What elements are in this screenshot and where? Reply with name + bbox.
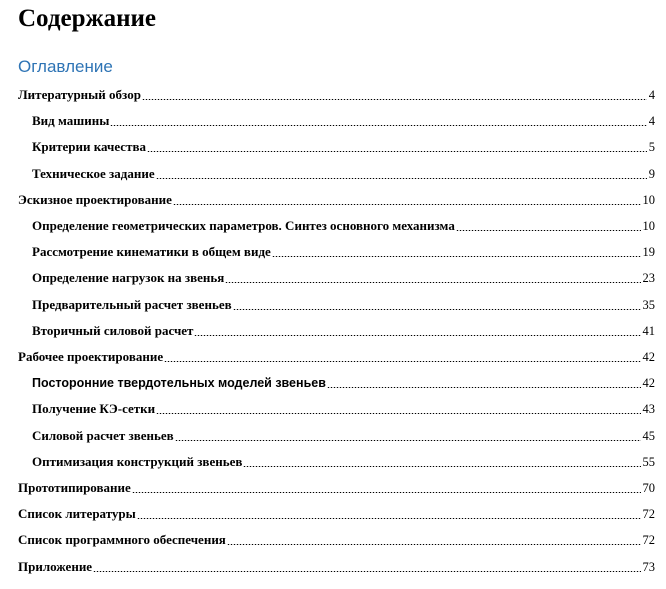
toc-entry-subsection[interactable] xyxy=(0,111,666,129)
toc-page-number[interactable]: 42 xyxy=(642,350,655,364)
toc-entry-title[interactable]: Список программного обеспечения xyxy=(18,532,226,547)
toc-page-number[interactable]: 10 xyxy=(642,193,655,207)
toc-entry-subsection[interactable] xyxy=(0,452,666,470)
toc-entry-title[interactable]: Силовой расчет звеньев xyxy=(32,428,174,443)
toc-page-number[interactable]: 19 xyxy=(642,245,655,259)
toc-entry-title[interactable]: Вторичный силовой расчет xyxy=(32,323,194,338)
dot-leader xyxy=(272,256,641,257)
toc-entry-section[interactable] xyxy=(0,557,666,575)
toc-entry-subsection[interactable] xyxy=(0,268,666,286)
toc-page-number[interactable]: 73 xyxy=(642,560,655,574)
toc-page-number[interactable]: 42 xyxy=(642,376,655,390)
toc-entry-title[interactable]: Список литературы xyxy=(18,506,136,521)
toc-page-number[interactable]: 23 xyxy=(642,271,655,285)
toc-entry-section[interactable] xyxy=(0,530,666,548)
dot-leader xyxy=(93,571,640,572)
toc-entry-subsection[interactable] xyxy=(0,242,666,260)
dot-leader xyxy=(175,440,641,441)
toc-entry-title[interactable]: Рассмотрение кинематики в общем виде xyxy=(32,244,271,259)
toc-page-number[interactable]: 72 xyxy=(642,507,655,521)
toc-entry-title[interactable]: Эскизное проектирование xyxy=(18,192,172,207)
toc-entry-title[interactable]: Оптимизация конструкций звеньев xyxy=(32,454,243,469)
dot-leader xyxy=(147,151,647,152)
dot-leader xyxy=(327,387,641,388)
dot-leader xyxy=(164,361,640,362)
toc-heading: Оглавление xyxy=(18,57,113,76)
toc-entry-title[interactable]: Определение нагрузок на звенья xyxy=(32,270,225,285)
toc-entry-title[interactable]: Литературный обзор xyxy=(18,87,141,102)
toc-entry-subsection[interactable] xyxy=(0,399,666,417)
toc-page-number[interactable]: 35 xyxy=(642,298,655,312)
dot-leader xyxy=(456,230,641,231)
toc-entry-title[interactable]: Предварительный расчет звеньев xyxy=(32,297,232,312)
dot-leader xyxy=(156,413,640,414)
toc-page-number[interactable]: 5 xyxy=(648,140,655,154)
toc-page-number[interactable]: 4 xyxy=(648,88,655,102)
toc-page-number[interactable]: 72 xyxy=(642,533,655,547)
dot-leader xyxy=(227,544,641,545)
toc-entry-title[interactable]: Прототипирование xyxy=(18,480,131,495)
toc-page-number[interactable]: 9 xyxy=(648,167,655,181)
toc-entry-title[interactable]: Посторонние твердотельных моделей звеньев xyxy=(32,376,326,390)
toc-entry-section[interactable] xyxy=(0,347,666,365)
dot-leader xyxy=(156,178,647,179)
dot-leader xyxy=(233,309,641,310)
toc-entry-section[interactable] xyxy=(0,504,666,522)
toc-entry-subsection[interactable] xyxy=(0,137,666,155)
dot-leader xyxy=(142,99,647,100)
toc-page-number[interactable]: 43 xyxy=(642,402,655,416)
dot-leader xyxy=(243,466,640,467)
toc-page-number[interactable]: 45 xyxy=(642,429,655,443)
dot-leader xyxy=(225,282,640,283)
toc-entry-title[interactable]: Приложение xyxy=(18,559,93,574)
toc-entry-subsection[interactable] xyxy=(0,373,666,391)
toc-page-number[interactable]: 10 xyxy=(642,219,655,233)
dot-leader xyxy=(194,335,640,336)
toc-page-number[interactable]: 41 xyxy=(642,324,655,338)
toc-entry-subsection[interactable] xyxy=(0,426,666,444)
toc-entry-title[interactable]: Критерии качества xyxy=(32,139,146,154)
toc-entry-section[interactable] xyxy=(0,85,666,103)
toc-entry-title[interactable]: Определение геометрических параметров. Синтез основного механизма xyxy=(32,218,455,233)
dot-leader xyxy=(132,492,641,493)
toc-entry-section[interactable] xyxy=(0,190,666,208)
toc-entry-section[interactable] xyxy=(0,478,666,496)
toc-page-number[interactable]: 4 xyxy=(648,114,655,128)
toc-entry-title[interactable]: Вид машины xyxy=(32,113,110,128)
dot-leader xyxy=(110,125,646,126)
toc-entry-subsection[interactable] xyxy=(0,164,666,182)
toc-entry-title[interactable]: Техническое задание xyxy=(32,166,155,181)
toc-page-number[interactable]: 55 xyxy=(642,455,655,469)
toc-entry-subsection[interactable] xyxy=(0,216,666,234)
toc-entry-subsection[interactable] xyxy=(0,295,666,313)
toc-entry-subsection[interactable] xyxy=(0,321,666,339)
dot-leader xyxy=(173,204,641,205)
toc-entry-title[interactable]: Рабочее проектирование xyxy=(18,349,164,364)
page-title: Содержание xyxy=(18,5,157,32)
toc-entry-title[interactable]: Получение КЭ-сетки xyxy=(32,401,156,416)
dot-leader xyxy=(137,518,641,519)
toc-page-number[interactable]: 70 xyxy=(642,481,655,495)
